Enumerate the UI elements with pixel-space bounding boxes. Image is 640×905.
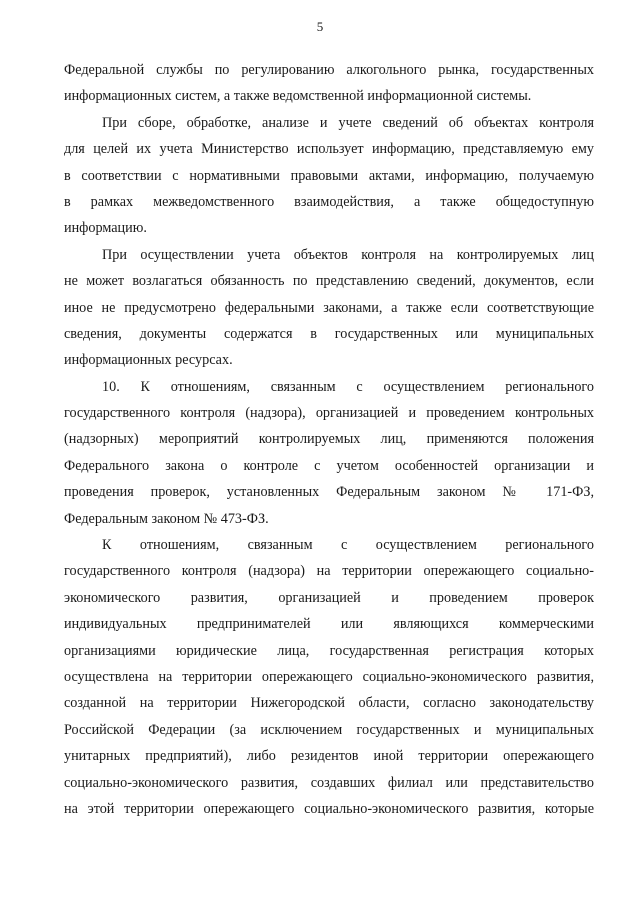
paragraph-3 — [64, 242, 594, 374]
text-line: информационных ресурсах. — [64, 352, 233, 369]
paragraph-1 — [64, 57, 594, 110]
text-line: государственного контроля (надзора), организацией и проведением контрольных — [64, 405, 594, 422]
text-line: в соответствии с нормативными правовыми актами, информацию, получаемую — [64, 167, 594, 184]
text-line: индивидуальных предпринимателей или являющихся коммерческими — [64, 616, 594, 633]
text-line: осуществлена на территории опережающего социально-экономического развития, — [64, 668, 594, 685]
paragraph-2 — [64, 110, 594, 242]
text-line: унитарных предприятий), либо резидентов иной территории опережающего — [64, 748, 594, 765]
paragraph-4 — [64, 374, 594, 532]
text-line: При осуществлении учета объектов контроля на контролируемых лиц — [102, 246, 594, 263]
text-line: организациями юридические лица, государственная регистрация которых — [64, 642, 594, 659]
paragraph-5 — [64, 532, 594, 822]
text-line: При сборе, обработке, анализе и учете сведений об объектах контроля — [102, 114, 594, 131]
text-line: Федеральной службы по регулированию алкогольного рынка, государственных — [64, 62, 594, 78]
text-line: Федеральным законом № 473-ФЗ. — [64, 510, 269, 527]
text-line: 10. К отношениям, связанным с осуществлением регионального — [102, 378, 594, 395]
text-line: (надзорных) мероприятий контролируемых лиц, применяются положения — [64, 431, 594, 448]
text-line: не может возлагаться обязанность по представлению сведений, документов, если — [64, 273, 594, 290]
text-line: на этой территории опережающего социально-экономического развития, которые — [64, 800, 594, 817]
text-line: созданной на территории Нижегородской области, согласно законодательству — [64, 695, 594, 712]
text-line: иное не предусмотрено федеральными законами, а также если соответствующие — [64, 299, 594, 316]
text-line: Федерального закона о контроле с учетом особенностей организации и — [64, 457, 594, 474]
text-line: информацию. — [64, 220, 147, 237]
text-line: в рамках межведомственного взаимодействия, а также общедоступную — [64, 193, 594, 210]
page-number: 5 — [316, 19, 324, 34]
text-line: Российской Федерации (за исключением государственных и муниципальных — [64, 721, 594, 738]
text-line: проведения проверок, установленных Федеральным законом № 171-ФЗ, — [64, 484, 594, 501]
document-body — [64, 57, 594, 822]
text-line: государственного контроля (надзора) на территории опережающего социально- — [64, 563, 594, 580]
text-line: информационных систем, а также ведомственной информационной системы. — [64, 88, 532, 105]
text-line: сведения, документы содержатся в государственных или муниципальных — [64, 325, 594, 342]
text-line: социально-экономического развития, создавших филиал или представительство — [64, 774, 594, 791]
text-line: для целей их учета Министерство использует информацию, представляемую ему — [64, 141, 594, 158]
text-line: экономического развития, организацией и проведением проверок — [64, 589, 594, 606]
text-line: К отношениям, связанным с осуществлением регионального — [102, 537, 594, 554]
